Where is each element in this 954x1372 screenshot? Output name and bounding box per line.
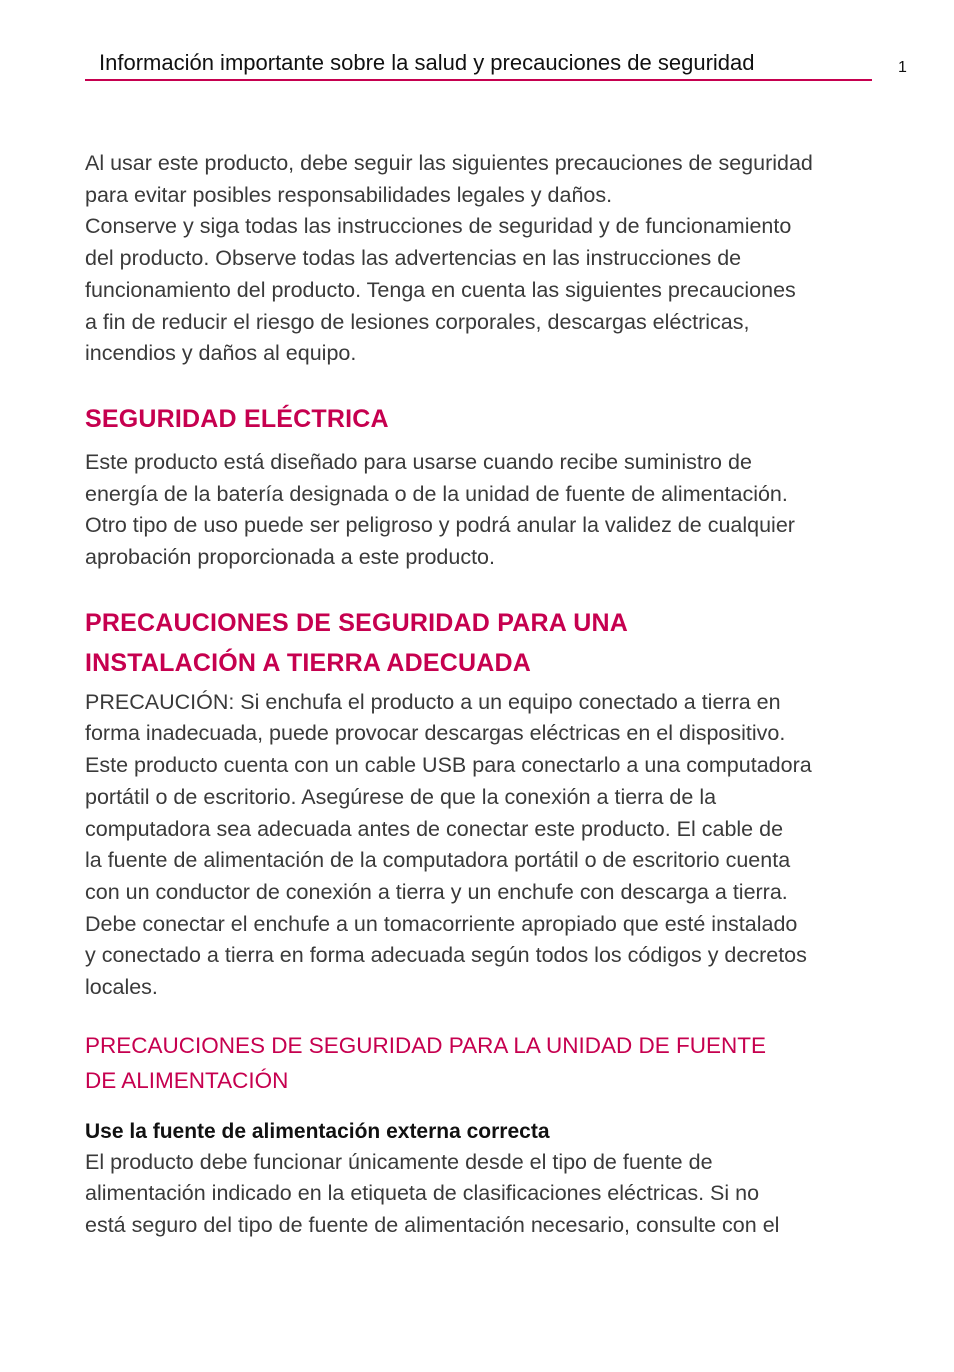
text-line: energía de la batería designada o de la unidad de fuente de alimentación. [85, 481, 788, 506]
section-heading-grounding [85, 603, 875, 683]
text-line: aprobación proporcionada a este producto. [85, 545, 495, 570]
intro-paragraph [85, 148, 875, 370]
text-line: Conserve y siga todas las instrucciones de seguridad y de funcionamiento [85, 214, 792, 239]
text-line: está seguro del tipo de fuente de alimentación necesario, consulte con el [85, 1213, 780, 1238]
text-line: forma inadecuada, puede provocar descargas eléctricas en el dispositivo. [85, 721, 786, 746]
heading-line: DE ALIMENTACIÓN [85, 1067, 289, 1093]
text-line: alimentación indicado en la etiqueta de clasificaciones eléctricas. Si no [85, 1181, 760, 1206]
subheading-external-power: Use la fuente de alimentación externa correcta [85, 1119, 550, 1143]
text-line: del producto. Observe todas las advertencias en las instrucciones de [85, 246, 742, 271]
heading-line: INSTALACIÓN A TIERRA ADECUADA [85, 648, 532, 677]
text-line: la fuente de alimentación de la computadora portátil o de escritorio cuenta [85, 848, 791, 873]
page-number: 1 [898, 59, 907, 76]
heading-line: PRECAUCIONES DE SEGURIDAD PARA LA UNIDAD DE FUENTE [85, 1032, 766, 1058]
text-line: locales. [85, 975, 158, 1000]
text-line: y conectado a tierra en forma adecuada según todos los códigos y decretos [85, 943, 807, 968]
text-line: PRECAUCIÓN: Si enchufa el producto a un equipo conectado a tierra en [85, 689, 781, 714]
running-header-title: Información importante sobre la salud y precauciones de seguridad [99, 50, 755, 75]
grounding-paragraph [85, 687, 875, 1004]
text-line: Este producto está diseñado para usarse cuando recibe suministro de [85, 449, 752, 474]
text-line: Otro tipo de uso puede ser peligroso y podrá anular la validez de cualquier [85, 513, 795, 538]
text-line: incendios y daños al equipo. [85, 341, 357, 366]
text-line: a fin de reducir el riesgo de lesiones corporales, descargas eléctricas, [85, 309, 750, 334]
section-heading-electric-safety: SEGURIDAD ELÉCTRICA [85, 404, 389, 433]
text-line: Al usar este producto, debe seguir las siguientes precauciones de seguridad [85, 151, 813, 175]
power-supply-paragraph [85, 1147, 875, 1242]
electric-safety-paragraph [85, 447, 875, 574]
section-heading-power-supply [85, 1028, 875, 1098]
text-line: Este producto cuenta con un cable USB para conectarlo a una computadora [85, 753, 812, 778]
text-line: funcionamiento del producto. Tenga en cuenta las siguientes precauciones [85, 277, 796, 302]
text-line: computadora sea adecuada antes de conectar este producto. El cable de [85, 816, 784, 841]
text-line: El producto debe funcionar únicamente desde el tipo de fuente de [85, 1149, 713, 1174]
header-divider [85, 79, 872, 81]
text-line: portátil o de escritorio. Asegúrese de que la conexión a tierra de la [85, 784, 717, 809]
text-line: Debe conectar el enchufe a un tomacorriente apropiado que esté instalado [85, 911, 798, 936]
heading-line: PRECAUCIONES DE SEGURIDAD PARA UNA [85, 608, 628, 637]
text-line: para evitar posibles responsabilidades legales y daños. [85, 182, 613, 207]
text-line: con un conductor de conexión a tierra y un enchufe con descarga a tierra. [85, 879, 788, 904]
page-content [85, 148, 875, 1242]
